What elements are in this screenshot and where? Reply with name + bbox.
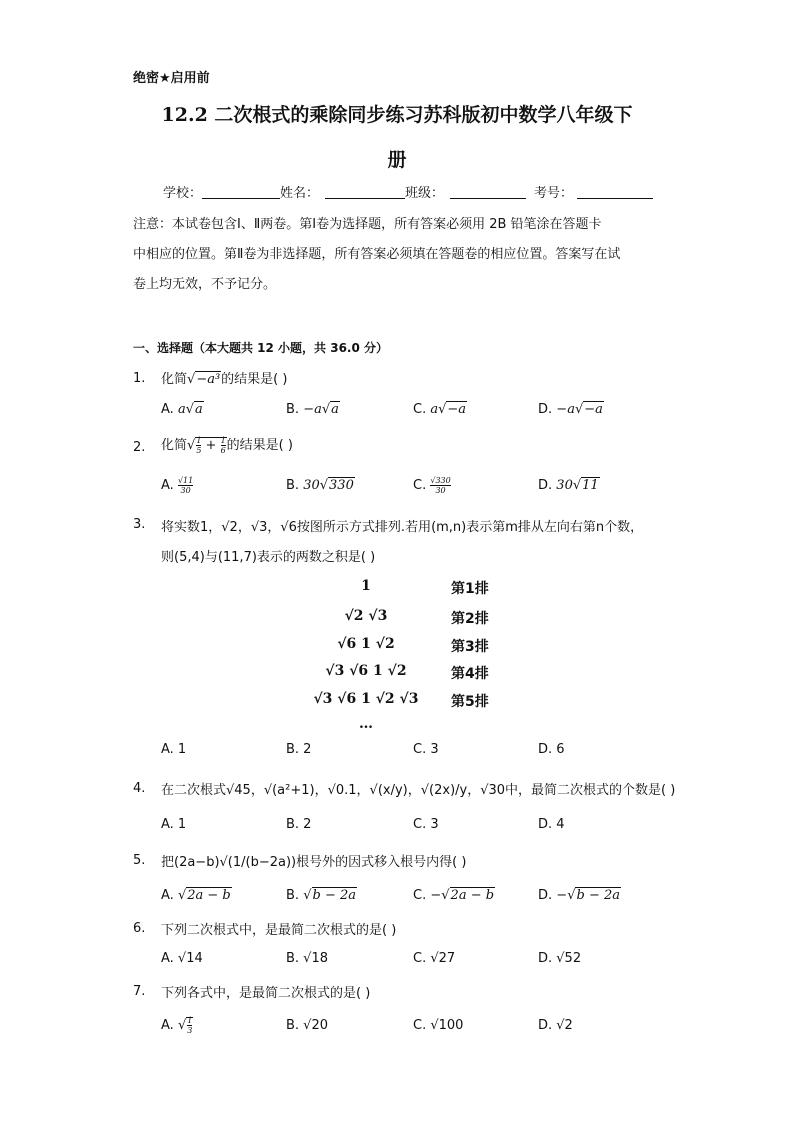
option-c[interactable]: C. $\frac{√330}{30}$ — [413, 476, 451, 495]
notice-line: 卷上均无效，不予记分。 — [133, 277, 277, 292]
stem-text: 化简 — [161, 372, 188, 387]
option-b[interactable]: B. √18 — [286, 951, 329, 966]
option-a[interactable]: A. $\frac{√11}{30}$ — [161, 476, 194, 495]
math-expr: √−a³ — [187, 372, 221, 387]
question-number: 2. — [133, 440, 146, 455]
triangle-row: √3 √6 1 √2 √3 — [313, 691, 419, 707]
option-d[interactable]: D. 30√11 — [538, 478, 599, 493]
class-label: 班级： — [405, 186, 445, 201]
page-title-cont: 册 — [387, 149, 407, 171]
option-d[interactable]: D. −a√−a — [538, 402, 603, 417]
question-number: 1. — [133, 371, 146, 386]
option-c[interactable]: C. 3 — [413, 817, 439, 832]
row-label: 第1排 — [451, 581, 489, 597]
stem-text: 化简 — [161, 438, 188, 453]
question-stem: 在二次根式√45，√(a²+1)，√0.1，√(x/y)，√(2x)/y，√30中，最简二次根式的个数是( ) — [161, 783, 676, 798]
option-a[interactable]: A. 1 — [161, 817, 187, 832]
question-number: 7. — [133, 984, 146, 999]
option-d[interactable]: D. 6 — [538, 742, 565, 757]
math-expr: √ $\frac{1}{5}$ + $\frac{1}{6}$ — [187, 436, 226, 455]
option-a[interactable]: A. √ $\frac{1}{3}$ — [161, 1016, 193, 1035]
row-label: 第3排 — [451, 639, 489, 655]
question-number: 3. — [133, 517, 146, 532]
question-number: 4. — [133, 781, 146, 796]
notice-line: 注意：本试卷包含Ⅰ、Ⅱ两卷。第Ⅰ卷为选择题，所有答案必须用 2B 铅笔涂在答题卡 — [133, 217, 602, 232]
question-stem — [161, 368, 287, 387]
option-a[interactable]: A. a√a — [161, 402, 203, 417]
question-stem-cont: 则(5,4)与(11,7)表示的两数之积是( ) — [161, 550, 376, 565]
row-label: 第4排 — [451, 666, 489, 682]
question-stem: 下列各式中，是最简二次根式的是( ) — [161, 986, 371, 1001]
question-number: 5. — [133, 853, 146, 868]
option-c[interactable]: C. a√−a — [413, 402, 467, 417]
stem-text: 的结果是( ) — [221, 372, 288, 387]
page-title: 12.2 二次根式的乘除同步练习苏科版初中数学八年级下 — [161, 104, 633, 126]
stem-text: 的结果是( ) — [226, 438, 293, 453]
option-a[interactable]: A. 1 — [161, 742, 187, 757]
name-label: 姓名： — [280, 186, 320, 201]
question-stem: 下列二次根式中，是最简二次根式的是( ) — [161, 923, 397, 938]
question-stem — [161, 434, 293, 455]
option-c[interactable]: C. √100 — [413, 1018, 464, 1033]
name-blank[interactable] — [325, 186, 405, 199]
option-b[interactable]: B. √20 — [286, 1018, 329, 1033]
question-stem: 把(2a−b)√(1/(b−2a))根号外的因式移入根号内得( ) — [161, 855, 467, 870]
option-c[interactable]: C. 3 — [413, 742, 439, 757]
row-label: 第2排 — [451, 611, 489, 627]
option-d[interactable]: D. √52 — [538, 951, 582, 966]
option-b[interactable]: B. 2 — [286, 742, 312, 757]
triangle-row: 1 — [361, 578, 371, 594]
section-heading: 一、选择题（本大题共 12 小题，共 36.0 分） — [133, 341, 389, 355]
option-d[interactable]: D. −√b − 2a — [538, 888, 620, 903]
option-b[interactable]: B. 2 — [286, 817, 312, 832]
triangle-ellipsis: … — [359, 716, 373, 732]
option-a[interactable]: A. √2a − b — [161, 888, 231, 903]
option-a[interactable]: A. √14 — [161, 951, 203, 966]
school-blank[interactable] — [202, 186, 280, 199]
row-label: 第5排 — [451, 694, 489, 710]
option-d[interactable]: D. 4 — [538, 817, 565, 832]
option-b[interactable]: B. √b − 2a — [286, 888, 357, 903]
option-b[interactable]: B. 30√330 — [286, 478, 354, 493]
secret-label: 绝密★启用前 — [133, 71, 210, 86]
triangle-row: √6 1 √2 — [337, 636, 395, 652]
class-blank[interactable] — [450, 186, 526, 199]
option-c[interactable]: C. √27 — [413, 951, 456, 966]
triangle-row: √3 √6 1 √2 — [325, 663, 407, 679]
question-stem: 将实数1，√2，√3，√6按图所示方式排列.若用(m,n)表示第m排从左向右第n个数， — [161, 520, 644, 535]
info-fields — [163, 182, 653, 201]
option-c[interactable]: C. −√2a − b — [413, 888, 495, 903]
option-b[interactable]: B. −a√a — [286, 402, 339, 417]
triangle-row: √2 √3 — [344, 608, 388, 624]
exam-no-blank[interactable] — [577, 186, 653, 199]
question-number: 6. — [133, 921, 146, 936]
option-d[interactable]: D. √2 — [538, 1018, 573, 1033]
school-label: 学校： — [163, 186, 203, 201]
notice-line: 中相应的位置。第Ⅱ卷为非选择题，所有答案必须填在答题卷的相应位置。答案写在试 — [133, 247, 621, 262]
exam-no-label: 考号： — [534, 186, 574, 201]
